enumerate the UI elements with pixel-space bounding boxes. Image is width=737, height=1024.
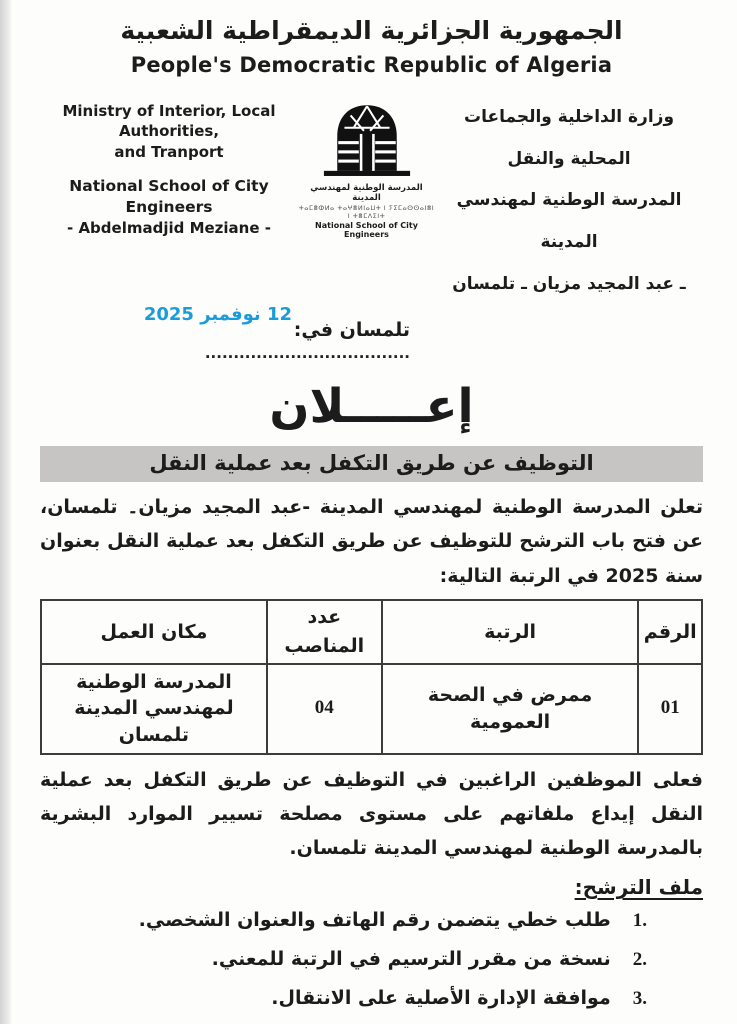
cell-workplace: المدرسة الوطنية لمهندسي المدينة تلمسان [41,664,267,754]
table-header-row [41,600,702,664]
body-paragraph: فعلى الموظفين الراغبين في التوظيف عن طريق التكفل بعد عملية النقل إيداع ملفاتهم على مستوى مصلحة تسيير الموارد البشرية بالمدرسة الوطنية لمهندسي المدينة تلمسان. [40,768,703,859]
ministry-en-line1: Ministry of Interior, Local Authorities, [62,102,276,141]
logo-caption-arabic: المدرسة الوطنية لمهندسي المدينة [310,183,423,203]
list-item-number: 1. [632,910,647,932]
country-title-arabic: الجمهورية الجزائرية الديمقراطية الشعبية [120,16,623,45]
dateline-dots: .................................... [204,344,410,363]
header-workplace: مكان العمل [41,600,267,664]
ministry-block-arabic [435,93,703,305]
school-en-line2: - Abdelmadjid Meziane - [67,218,271,237]
cell-number: 01 [638,664,702,754]
list-item-text: نسخة من مقرر الترسيم في الرتبة للمعني. [211,948,611,971]
school-logo-block [298,93,435,239]
logo-caption-english: National School of City Engineers [315,221,418,239]
cell-positions-count: 04 [267,664,382,754]
table-row [41,664,702,754]
list-item-number: 2. [632,949,647,971]
school-ar-line: المدرسة الوطنية لمهندسي المدينة [456,190,682,252]
ministry-ar-line: وزارة الداخلية والجماعات المحلية والنقل [463,107,675,169]
letterhead [40,93,703,305]
list-item-number: 3. [632,988,647,1010]
application-file-list [40,909,703,1024]
header-number: الرقم [638,600,702,664]
announcement-subtitle-highlight: التوظيف عن طريق التكفل بعد عملية النقل [40,446,703,482]
ministry-en-line2: and Tranport [114,142,224,161]
list-item-text: موافقة الإدارة الأصلية على الانتقال. [271,987,611,1010]
school-ar-line2: ـ عبد المجيد مزيان ـ تلمسان [452,273,686,294]
cell-rank: ممرض في الصحة العمومية [382,664,639,754]
school-en-line1: National School of City Engineers [69,176,269,216]
dateline [98,304,410,363]
list-item [40,909,647,932]
date-stamp: 12 نوفمبر 2025 [143,304,292,326]
dateline-label: تلمسان في: [293,319,410,342]
school-logo-icon [315,97,419,177]
header-positions-count: عدد المناصب [267,600,382,664]
logo-caption-tifinagh: ⵜⴰⵎⴻⵀⵍⴰ ⵜⴰⵖⴻⵍⵏⴰⵡⵜ ⵏ ⵢⵉⵎⴰⵙⵙⴰⵏⴻⵏ ⵏ ⵜⴻⵎⴷⵉⵏⵜ [298,204,435,220]
ministry-block-english [40,93,298,238]
list-item-text: طلب خطي يتضمن رقم الهاتف والعنوان الشخصي. [138,909,611,932]
header-rank: الرتبة [382,600,639,664]
application-file-heading: ملف الترشح: [574,875,703,900]
country-title-english: People's Democratic Republic of Algeria [130,53,613,77]
announcement-intro-paragraph: تعلن المدرسة الوطنية لمهندسي المدينة -عبد المجيد مزيان۔ تلمسان، عن فتح باب الترشح للتوظيف عن طريق التكفل بعد عملية النقل بعنوان سنة 2025 في الرتبة التالية: [40,496,703,587]
announcement-title: إعـــــلان [269,379,474,435]
list-item [40,987,647,1010]
list-item [40,948,647,971]
positions-table [40,599,703,755]
